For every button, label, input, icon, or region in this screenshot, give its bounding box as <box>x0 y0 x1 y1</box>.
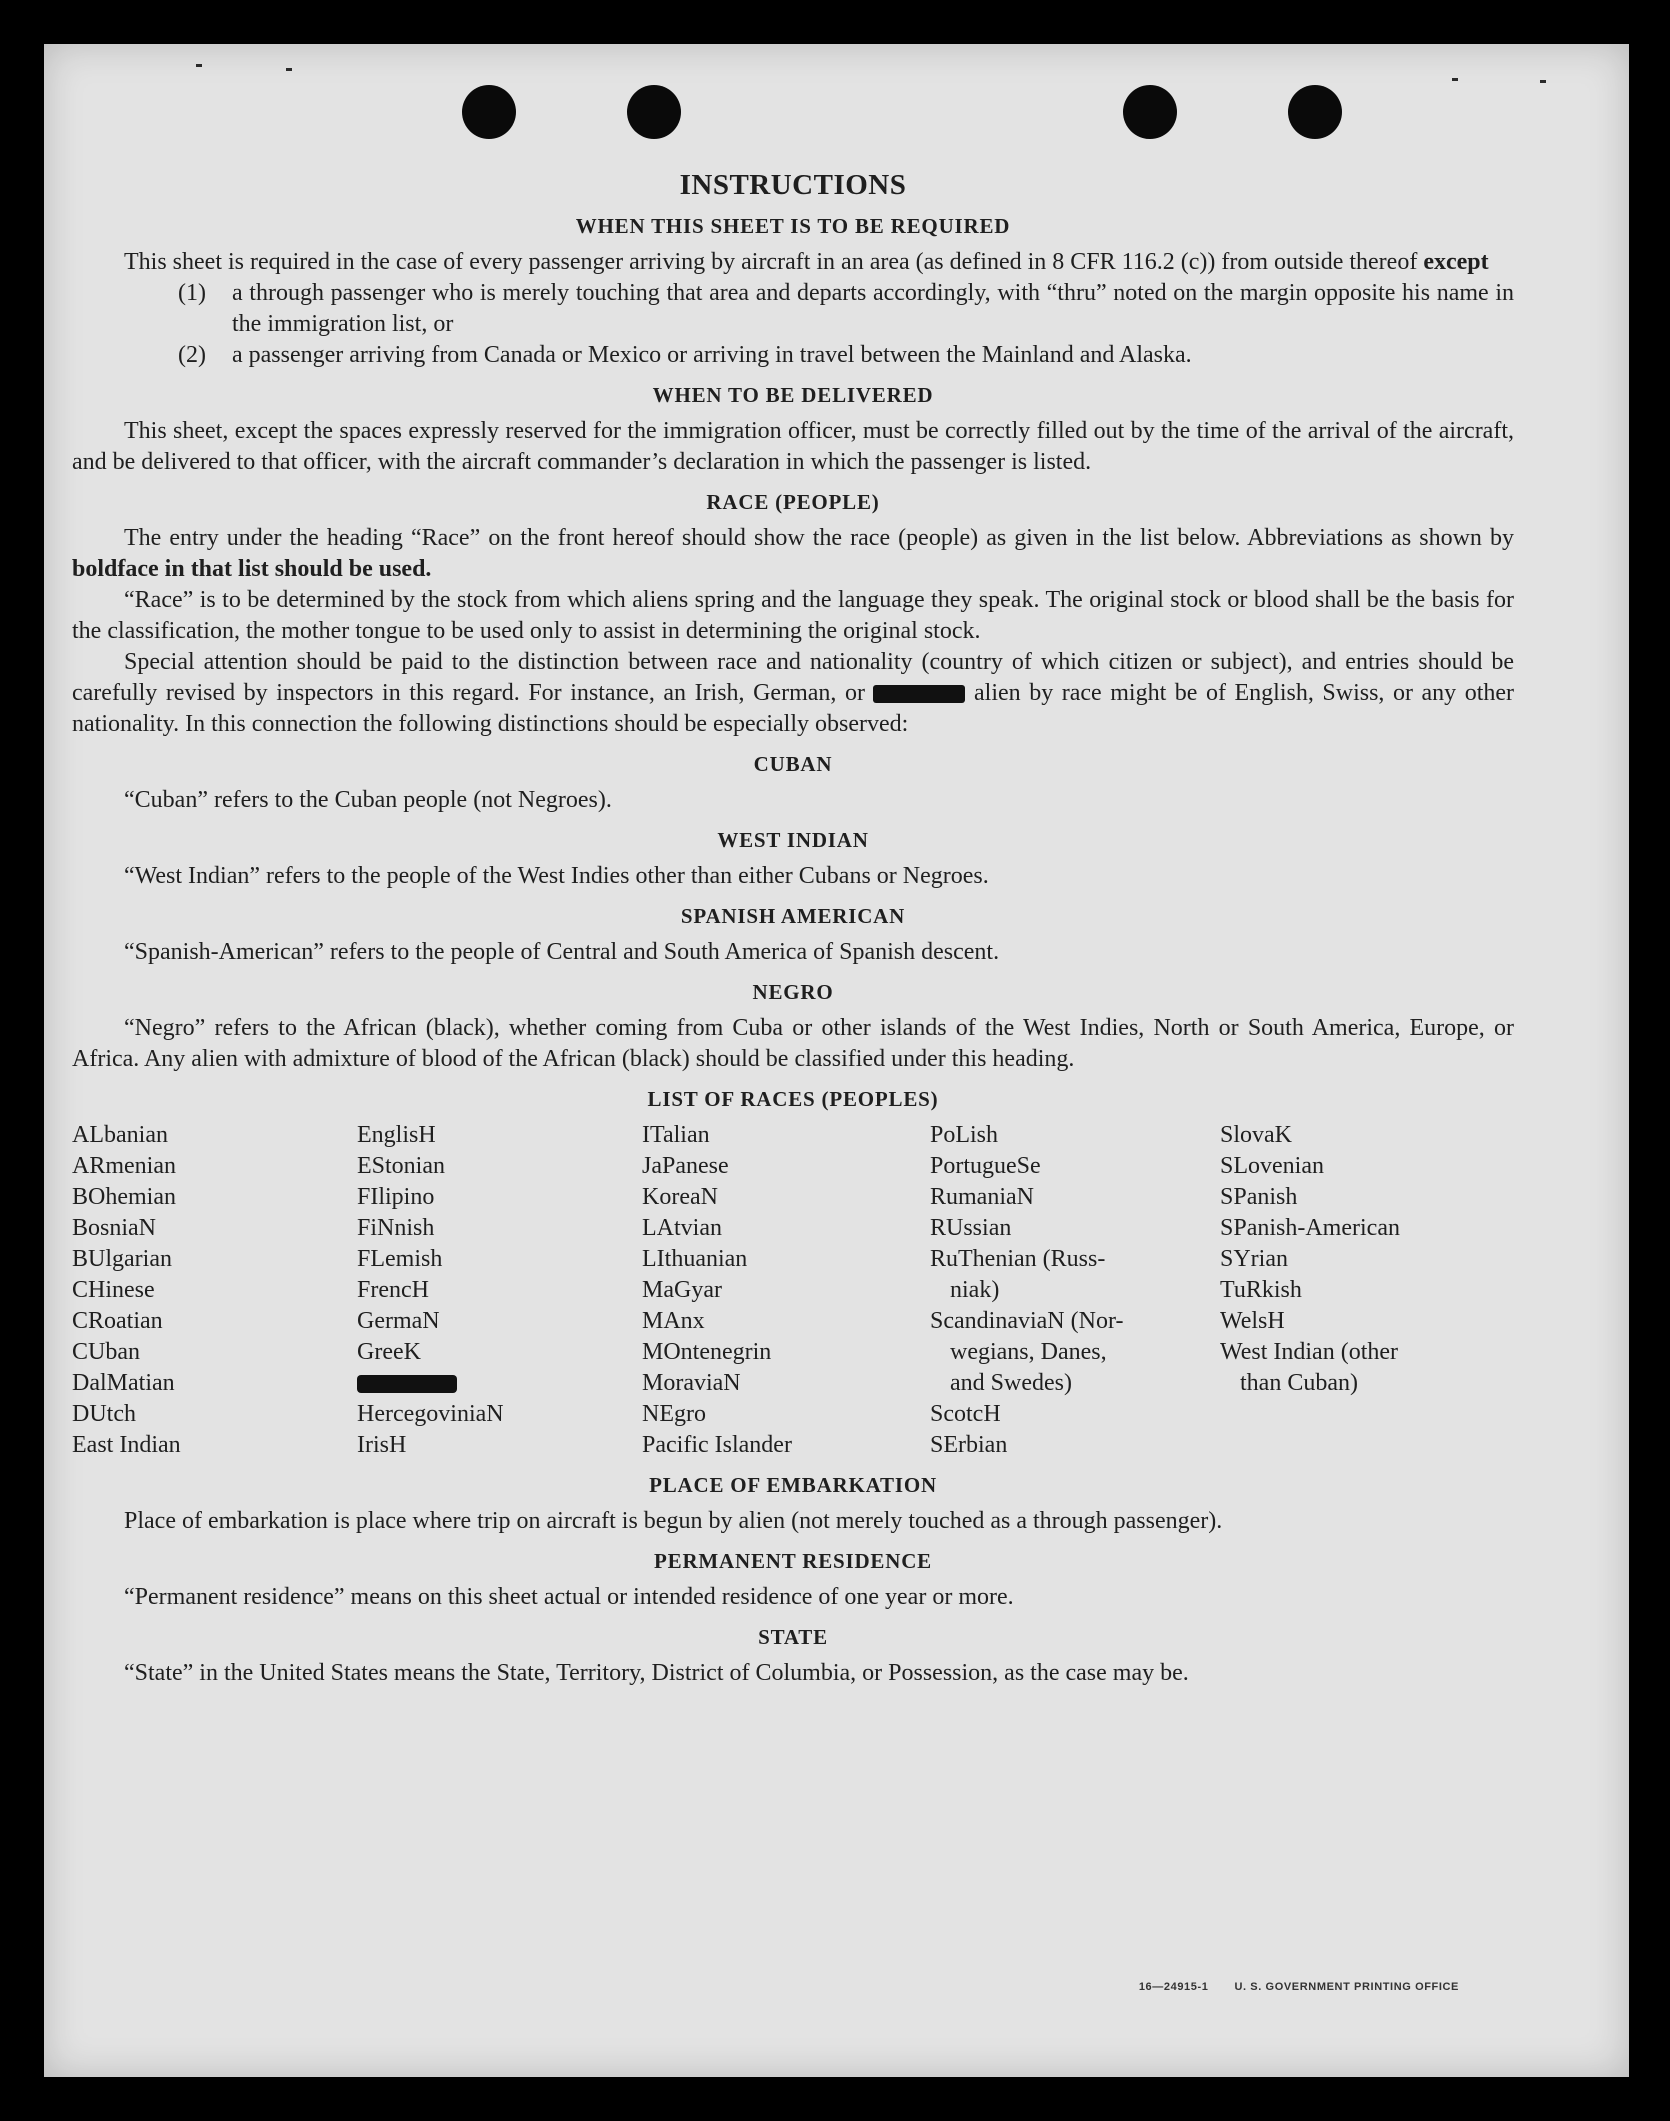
race-p3-tail: alien by race might be of English, Swiss, or any other nationality. In this connection the following distinctions should be especially observed: <box>72 680 1515 737</box>
exception-number: (1) <box>178 280 206 306</box>
embarkation-text: Place of embarkation is place where trip on aircraft is begun by alien (not merely touched as a through passenger). <box>124 1508 1223 1534</box>
section-heading-race: RACE (PEOPLE) <box>706 490 880 514</box>
race-item: RUssian <box>930 1215 1012 1241</box>
races-column <box>72 1120 357 1461</box>
page-title: INSTRUCTIONS <box>679 169 907 201</box>
race-item: IrisH <box>357 1432 407 1458</box>
races-list <box>72 1120 1514 1461</box>
form-footer <box>1139 1981 1459 1993</box>
printer-imprint: U. S. GOVERNMENT PRINTING OFFICE <box>1234 1981 1459 1993</box>
race-item: SLovenian <box>1220 1153 1324 1179</box>
race-item: niak) <box>950 1277 1000 1303</box>
instructions-content <box>72 169 1514 1689</box>
race-item: LAtvian <box>642 1215 722 1241</box>
race-item: PortugueSe <box>930 1153 1041 1179</box>
race-item <box>357 1368 642 1399</box>
races-column <box>357 1120 642 1461</box>
punch-hole <box>627 85 681 139</box>
race-item: EnglisH <box>357 1122 436 1148</box>
race-item: ITalian <box>642 1122 710 1148</box>
punch-hole <box>1123 85 1177 139</box>
race-item: SPanish <box>1220 1184 1298 1210</box>
race-item: TuRkish <box>1220 1277 1302 1303</box>
race-item: wegians, Danes, <box>950 1339 1107 1365</box>
race-item: GermaN <box>357 1308 440 1334</box>
race-item: FrencH <box>357 1277 429 1303</box>
speck <box>1452 78 1458 81</box>
form-number: 16—24915-1 <box>1138 1981 1209 1993</box>
exception-text: a passenger arriving from Canada or Mexico or arriving in travel between the Mainland and Alaska. <box>232 342 1192 368</box>
race-item: JaPanese <box>642 1153 729 1179</box>
required-intro-except: except <box>1423 249 1489 275</box>
race-item: MaGyar <box>642 1277 722 1303</box>
document-sheet <box>44 44 1629 2077</box>
race-item: East Indian <box>72 1432 181 1458</box>
race-p1-tail: in that list should be used. <box>158 556 432 582</box>
required-intro <box>72 247 1514 278</box>
race-item: CUban <box>72 1339 140 1365</box>
race-paragraph-3 <box>72 647 1514 740</box>
exception-text: a through passenger who is merely touching that area and departs accordingly, with “thru” noted on the margin opposite his name in the immigration list, or <box>232 280 1514 337</box>
cuban-text: “Cuban” refers to the Cuban people (not Negroes). <box>124 787 612 813</box>
heading-embarkation: PLACE OF EMBARKATION <box>649 1473 937 1497</box>
race-item: GreeK <box>357 1339 421 1365</box>
race-item: ARmenian <box>72 1153 176 1179</box>
redaction-mark <box>873 685 965 703</box>
races-column <box>930 1120 1220 1461</box>
race-item: KoreaN <box>642 1184 718 1210</box>
speck <box>286 68 292 71</box>
race-item: FiNnish <box>357 1215 435 1241</box>
race-item: FIlipino <box>357 1184 435 1210</box>
punch-hole <box>1288 85 1342 139</box>
exception-number: (2) <box>178 342 206 368</box>
heading-west-indian: WEST INDIAN <box>717 828 869 852</box>
race-item: NEgro <box>642 1401 706 1427</box>
race-item: SPanish-American <box>1220 1215 1400 1241</box>
race-item: MoraviaN <box>642 1370 741 1396</box>
negro-text: “Negro” refers to the African (black), whether coming from Cuba or other islands of the West Indies, North or South America, Europe, or Africa. Any alien with admixture of blood of the African (black) should be classified under this heading. <box>72 1015 1514 1072</box>
race-item: EStonian <box>357 1153 445 1179</box>
race-paragraph-1 <box>72 523 1514 585</box>
race-item: DUtch <box>72 1401 136 1427</box>
exception-item <box>72 340 1514 371</box>
state-text: “State” in the United States means the State, Territory, District of Columbia, or Possession, as the case may be. <box>124 1660 1189 1686</box>
race-p1-bold: boldface <box>72 556 159 582</box>
race-item: West Indian (other <box>1220 1339 1399 1365</box>
race-item: RuThenian (Russ- <box>930 1246 1106 1272</box>
race-p3-text: Special attention should be paid to the distinction between race and nationality (country of which citizen or subject), and entries should be carefully revised by inspectors in this regard. For instance, an Irish, German, or <box>72 649 1514 706</box>
heading-state: STATE <box>758 1625 828 1649</box>
heading-list-of-races: LIST OF RACES (PEOPLES) <box>647 1087 939 1111</box>
race-item: than Cuban) <box>1240 1370 1358 1396</box>
race-item: ALbanian <box>72 1122 168 1148</box>
race-item: SlovaK <box>1220 1122 1292 1148</box>
race-item: SErbian <box>930 1432 1008 1458</box>
west-indian-text: “West Indian” refers to the people of the West Indies other than either Cubans or Negroes. <box>124 863 989 889</box>
speck <box>196 64 202 67</box>
heading-negro: NEGRO <box>752 980 834 1004</box>
required-intro-text: This sheet is required in the case of every passenger arriving by aircraft in an area (as defined in 8 CFR 116.2 (c)) from outside thereof <box>124 249 1424 275</box>
race-item: PoLish <box>930 1122 999 1148</box>
race-item: CRoatian <box>72 1308 163 1334</box>
speck <box>1540 80 1546 83</box>
punch-hole <box>462 85 516 139</box>
race-item: BosniaN <box>72 1215 156 1241</box>
race-item: FLemish <box>357 1246 443 1272</box>
heading-permanent-residence: PERMANENT RESIDENCE <box>654 1549 932 1573</box>
spanish-american-text: “Spanish-American” refers to the people of Central and South America of Spanish descent. <box>124 939 1000 965</box>
race-item: MAnx <box>642 1308 705 1334</box>
race-item: Pacific Islander <box>642 1432 792 1458</box>
race-item: MOntenegrin <box>642 1339 772 1365</box>
heading-cuban: CUBAN <box>753 752 833 776</box>
race-item: and Swedes) <box>950 1370 1072 1396</box>
race-p1-text: The entry under the heading “Race” on the front hereof should show the race (people) as given in the list below. Abbreviations as shown by <box>124 525 1514 551</box>
exception-item <box>72 278 1514 340</box>
races-column <box>642 1120 930 1461</box>
race-item: RumaniaN <box>930 1184 1034 1210</box>
delivered-text: This sheet, except the spaces expressly reserved for the immigration officer, must be correctly filled out by the time of the arrival of the aircraft, and be delivered to that officer, with the aircraft commander’s declaration in which the passenger is listed. <box>72 418 1514 475</box>
race-item: SYrian <box>1220 1246 1288 1272</box>
race-item: DalMatian <box>72 1370 175 1396</box>
race-item: ScandinaviaN (Nor- <box>930 1308 1124 1334</box>
heading-spanish-american: SPANISH AMERICAN <box>680 904 906 928</box>
race-item: WelsH <box>1220 1308 1285 1334</box>
race-item: LIthuanian <box>642 1246 748 1272</box>
race-item: BOhemian <box>72 1184 176 1210</box>
section-heading-delivered: WHEN TO BE DELIVERED <box>652 383 934 407</box>
race-item: HercegoviniaN <box>357 1401 504 1427</box>
race-item: BUlgarian <box>72 1246 172 1272</box>
residence-text: “Permanent residence” means on this sheet actual or intended residence of one year or more. <box>124 1584 1014 1610</box>
race-item: ScotcH <box>930 1401 1001 1427</box>
race-item: CHinese <box>72 1277 155 1303</box>
races-column <box>1220 1120 1514 1461</box>
race-paragraph-2: “Race” is to be determined by the stock from which aliens spring and the language they speak. The original stock or blood shall be the basis for the classification, the mother tongue to be used only to assist in determining the original stock. <box>72 587 1514 644</box>
section-heading-required: WHEN THIS SHEET IS TO BE REQUIRED <box>575 214 1011 238</box>
